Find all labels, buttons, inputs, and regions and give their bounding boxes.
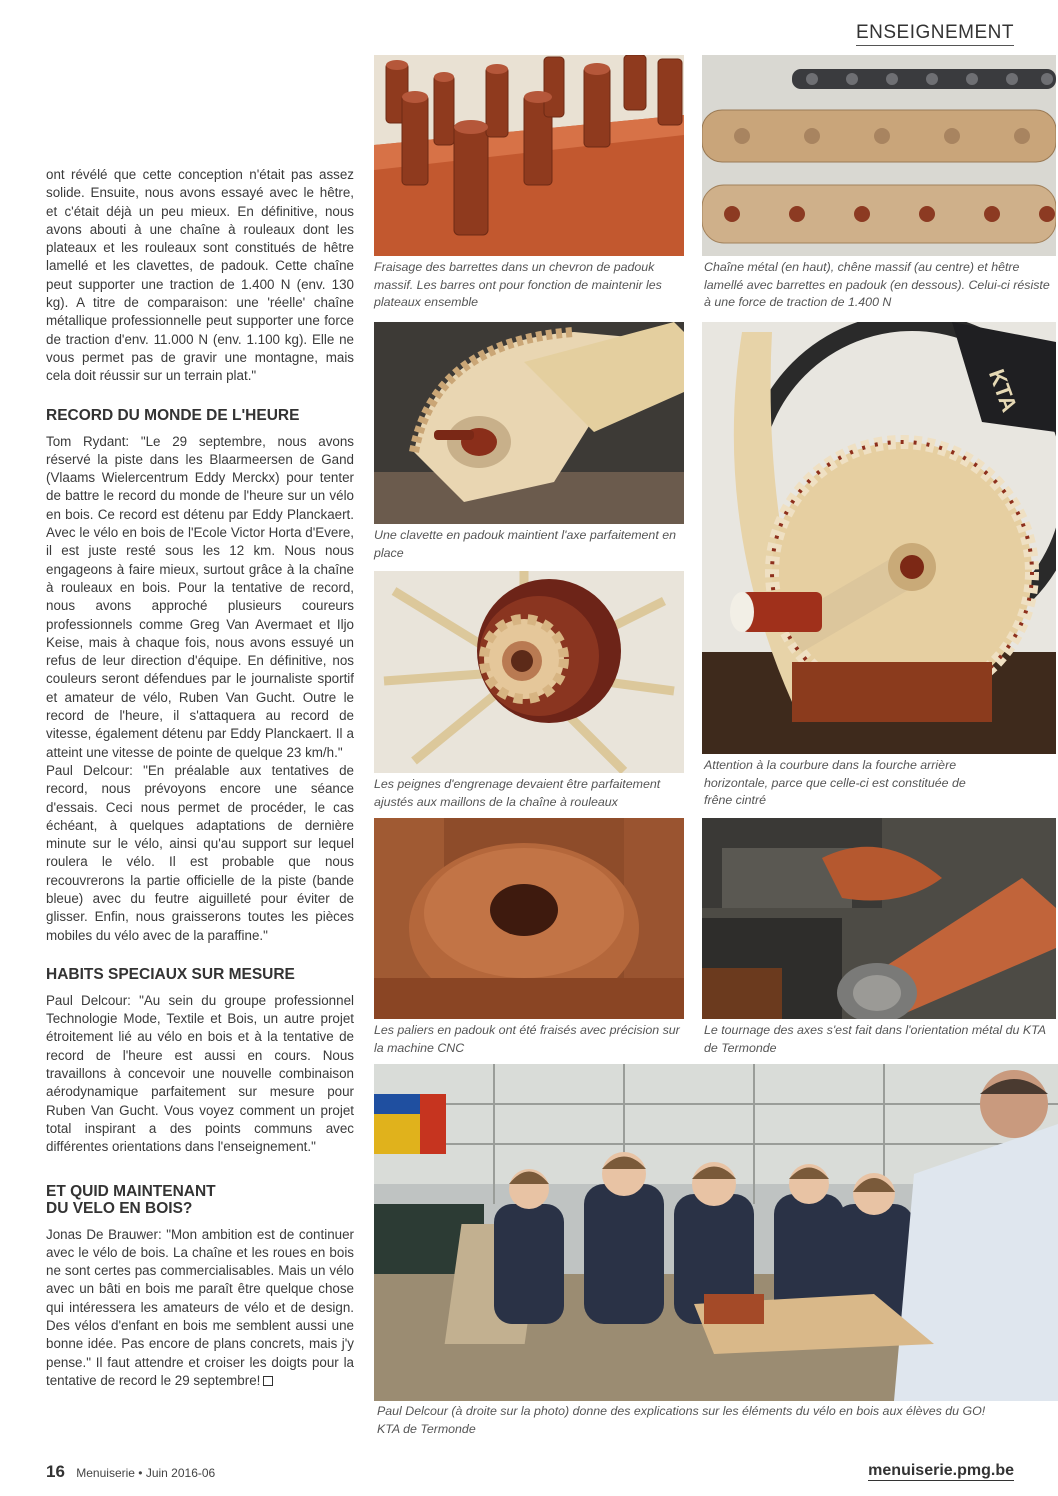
caption-padouk-pin: Une clavette en padouk maintient l'axe parfaitement en place bbox=[374, 528, 676, 560]
article-intro-paragraph: ont révélé que cette conception n'était pas assez solide. Ensuite, nous avons essayé avec le hêtre, et c'était déjà un peu mieux. En définitive, nous avons abouti à une chaîne à rouleaux dont les plateaux et les rouleaux sont constitués de hêtre lamellé et les clavettes, de padouk. Cette chaîne peut supporter une traction de 1.400 N (env. 130 kg). A titre de comparaison: une 'réelle' chaîne métallique professionnelle peut supporter une force de traction d'env. 11.000 N (env. 1.100 kg). Elle ne vous permet pas de gravir une montagne, mais cela doit réussir sur un terrain plat." bbox=[46, 167, 354, 384]
heading-quid-line-1: ET QUID MAINTENANT bbox=[46, 1182, 216, 1200]
caption-padouk-bearings: Les paliers en padouk ont été fraisés avec précision sur la machine CNC bbox=[374, 1023, 680, 1055]
page-number: 16 bbox=[46, 1462, 65, 1481]
end-of-article-icon bbox=[263, 1376, 273, 1386]
heading-quid-line-2: DU VELO EN BOIS? bbox=[46, 1199, 193, 1217]
publication-info: Menuiserie • Juin 2016-06 bbox=[76, 1466, 216, 1480]
website-link[interactable]: menuiserie.pmg.be bbox=[868, 1462, 1014, 1479]
photo-sprocket bbox=[374, 571, 684, 773]
paragraph-record-2: Paul Delcour: "En préalable aux tentatives de record, nous prévoyons encore une séance d'essais. Ceci nous permet de procéder, le cas échéant, à quelques adaptations de dernière minute sur le vélo, ainsi qu'au support sur lequel roulera le vélo. Il est probable que nous recouvrerons la partie officielle de la piste (bande bleue) avec du feutre aiguilleté pour éviter de glisser. Enfin, nous graisserons toutes les pièces mobiles du vélo avec de la paraffine." bbox=[46, 762, 354, 943]
paragraph-habits: Paul Delcour: "Au sein du groupe professionnel Technologie Mode, Textile et Bois, un autre projet étroitement lié au vélo en bois et à la tentative de record de l'heure est aussi en cours. Nous travaillons à concevoir une nouvelle combinaison aérodynamique parfaitement sur mesure pour Ruben Van Gucht. Vous voyez comment un projet total inspirant a des points communs avec différentes orientations dans l'enseignement." bbox=[46, 992, 354, 1155]
paragraph-quid bbox=[46, 1226, 354, 1391]
photo-classroom bbox=[374, 1064, 1058, 1401]
photo-lathe bbox=[702, 818, 1056, 1019]
photo-rear-fork bbox=[702, 322, 1056, 754]
caption-sprocket: Les peignes d'engrenage devaient être parfaitement ajustés aux maillons de la chaîne à rouleaux bbox=[374, 777, 661, 809]
photo-chains-comparison bbox=[702, 55, 1056, 256]
caption-classroom: Paul Delcour (à droite sur la photo) donne des explications sur les éléments du vélo en bois aux élèves du GO! KTA de Termonde bbox=[377, 1404, 986, 1436]
article-text-column bbox=[46, 166, 354, 1390]
photo-padouk-bearings bbox=[374, 818, 684, 1019]
photo-padouk-pin bbox=[374, 322, 684, 524]
caption-chains: Chaîne métal (en haut), chêne massif (au centre) et hêtre lamellé avec barrettes en padouk (en dessous). Celui-ci résiste à une force de traction de 1.400 N bbox=[704, 260, 1050, 309]
bike-frame-lettering: KTA bbox=[983, 365, 1023, 416]
photo-padouk-pegs bbox=[374, 55, 684, 256]
caption-padouk-pegs: Fraisage des barrettes dans un chevron de padouk massif. Les barres ont pour fonction de maintenir les plateaux ensemble bbox=[374, 260, 662, 309]
heading-habits: HABITS SPECIAUX SUR MESURE bbox=[46, 965, 295, 983]
footer-left bbox=[46, 1462, 215, 1482]
paragraph-record-1: Tom Rydant: "Le 29 septembre, nous avons réservé la piste dans les Blaarmeersen de Gand (Vlaams Wielercentrum Eddy Merckx) pour tenter de battre le record du monde de l'heure sur un vélo en bois. Ce record est détenu par Eddy Planckaert. Avec le vélo en bois de l'Ecole Victor Horta d'Evere, il est juste resté sous les 12 km. Nous nous engageons à faire mieux, surtout grâce à la chaîne à rouleaux en bois. Pour la tentative de record, nous avons approché plusieurs coureurs professionnels comme Greg Van Avermaet et Iljo Keise, mais à chaque fois, nous avons essuyé un refus de leur direction d'équipe. En définitive, nos couleurs seront défendues par le journaliste sportif et amateur de vélo, Ruben Van Gucht. Outre le record de l'heure, il s'attaquera au record de vitesse, également détenu par Eddy Planckaert. Il a atteint une vitesse de pointe de quelque 23 km/h." bbox=[46, 433, 354, 760]
section-label: ENSEIGNEMENT bbox=[856, 22, 1014, 46]
caption-rear-fork: Attention à la courbure dans la fourche arrière horizontale, parce que celle-ci est constituée de frêne cintré bbox=[704, 758, 966, 807]
heading-quid bbox=[46, 1183, 354, 1217]
paragraph-quid-text: Jonas De Brauwer: "Mon ambition est de continuer avec le vélo de bois. La chaîne et les roues en bois ne sont certes pas commercialisables. Mais un vélo avec un bâti en bois me paraît être quelque chose qui intéressera les amateurs de vélo et de design. Des vélos d'enfant en bois me semblent aussi une bonne idée. Pas encore de plans concrets, mais j'y pense." Il faut attendre et croiser les doigts pour la tentative de record le 29 septembre! bbox=[46, 1226, 354, 1388]
heading-record: RECORD DU MONDE DE L'HEURE bbox=[46, 406, 300, 424]
caption-lathe: Le tournage des axes s'est fait dans l'orientation métal du KTA de Termonde bbox=[704, 1023, 1046, 1055]
